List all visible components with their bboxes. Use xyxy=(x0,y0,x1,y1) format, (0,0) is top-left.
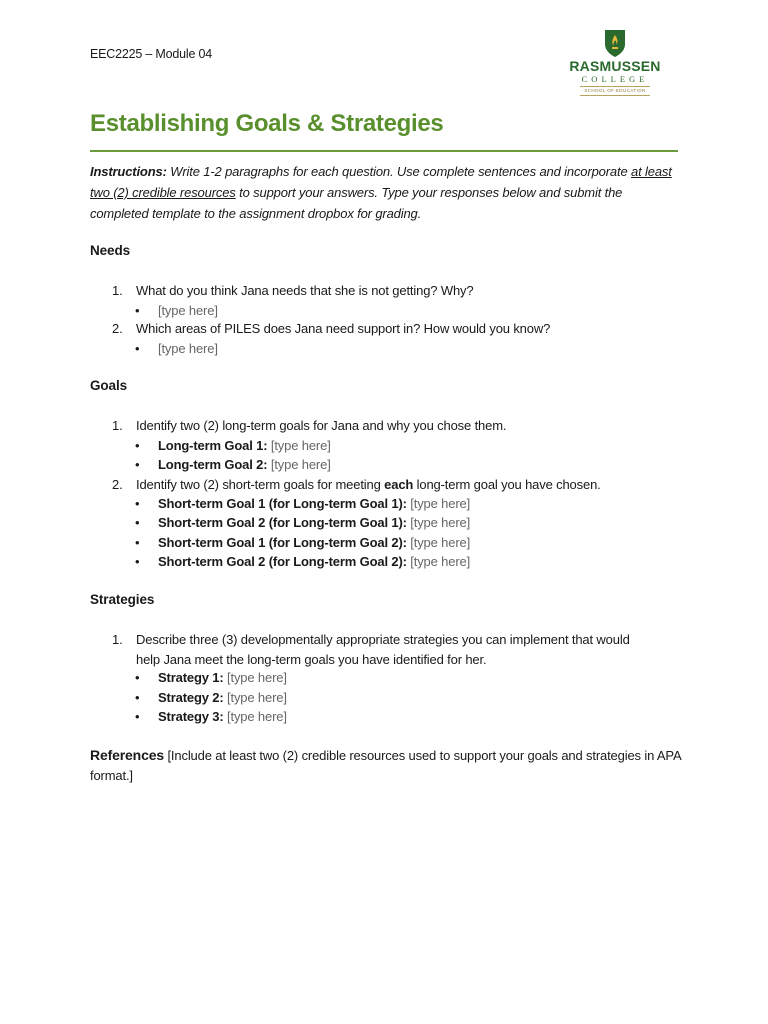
question-number: 1. xyxy=(112,632,123,647)
answer-placeholder[interactable]: [type here] xyxy=(227,690,287,705)
answer-bullet xyxy=(135,339,218,359)
bullet-icon: • xyxy=(135,670,140,685)
instructions-text: Write 1-2 paragraphs for each question. Use complete sentences and incorporate xyxy=(166,164,631,179)
answer-placeholder[interactable]: [type here] xyxy=(158,303,218,318)
section-heading-needs: Needs xyxy=(90,243,131,258)
answer-bullet xyxy=(135,707,287,727)
answer-placeholder[interactable]: [type here] xyxy=(410,535,471,550)
shield-flame-icon xyxy=(603,28,627,58)
answer-label: Strategy 1: xyxy=(158,670,224,685)
answer-bullet xyxy=(135,552,470,572)
instructions xyxy=(90,161,680,224)
answer-placeholder[interactable]: [type here] xyxy=(270,457,331,472)
instructions-lead: Instructions: xyxy=(90,164,167,179)
question-goals-1 xyxy=(112,416,672,436)
answer-label: Short-term Goal 1 (for Long-term Goal 2): xyxy=(158,535,407,550)
section-heading-strategies: Strategies xyxy=(90,592,155,607)
answer-placeholder[interactable]: [type here] xyxy=(227,670,287,685)
answer-bullet xyxy=(135,494,470,514)
question-text: Describe three (3) developmentally appropriate strategies you can implement that would help Jana meet the long-term goals you have identified for her. xyxy=(136,632,630,667)
question-text: What do you think Jana needs that she is not getting? Why? xyxy=(136,283,474,298)
question-needs-2 xyxy=(112,319,672,339)
answer-placeholder[interactable]: [type here] xyxy=(227,709,287,724)
answer-placeholder[interactable]: [type here] xyxy=(158,341,218,356)
references xyxy=(90,745,690,786)
answer-placeholder[interactable]: [type here] xyxy=(410,554,471,569)
bullet-icon: • xyxy=(135,438,140,453)
question-number: 1. xyxy=(112,283,123,298)
answer-label: Long-term Goal 1: xyxy=(158,438,268,453)
logo-school: SCHOOL OF EDUCATION xyxy=(584,88,646,93)
answer-label: Strategy 3: xyxy=(158,709,224,724)
question-number: 1. xyxy=(112,418,123,433)
bullet-icon: • xyxy=(135,709,140,724)
answer-placeholder[interactable]: [type here] xyxy=(410,515,471,530)
bullet-icon: • xyxy=(135,303,140,318)
answer-bullet xyxy=(135,455,331,475)
section-heading-goals: Goals xyxy=(90,378,128,393)
answer-bullet xyxy=(135,436,331,456)
question-text-emphasis: each xyxy=(384,477,414,492)
answer-label: Short-term Goal 2 (for Long-term Goal 2): xyxy=(158,554,407,569)
answer-bullet xyxy=(135,301,218,321)
answer-bullet xyxy=(135,668,287,688)
bullet-icon: • xyxy=(135,535,140,550)
page-title: Establishing Goals & Strategies xyxy=(90,110,444,137)
title-divider xyxy=(90,150,678,152)
bullet-icon: • xyxy=(135,341,140,356)
answer-bullet xyxy=(135,533,470,553)
question-goals-2 xyxy=(112,475,672,495)
references-text: [Include at least two (2) credible resources used to support your goals and strategies in APA format.] xyxy=(90,748,681,783)
question-text xyxy=(136,475,672,495)
bullet-icon: • xyxy=(135,496,140,511)
bullet-icon: • xyxy=(135,690,140,705)
instructions-text: to support your answers. Type your responses below and submit the completed template to the assignment dropbox for grading. xyxy=(90,185,623,221)
instructions-underlined: at least two (2) credible resources xyxy=(90,164,672,200)
answer-placeholder[interactable]: [type here] xyxy=(270,438,331,453)
question-number: 2. xyxy=(112,321,123,336)
references-heading: References xyxy=(90,747,164,763)
logo-divider xyxy=(580,95,650,96)
question-needs-1 xyxy=(112,281,672,301)
bullet-icon: • xyxy=(135,554,140,569)
logo-name-line2: COLLEGE xyxy=(581,74,649,84)
college-logo xyxy=(560,28,670,98)
bullet-icon: • xyxy=(135,515,140,530)
answer-label: Short-term Goal 2 (for Long-term Goal 1): xyxy=(158,515,407,530)
course-code: EEC2225 – Module 04 xyxy=(90,47,212,61)
logo-divider xyxy=(580,86,650,87)
answer-label: Strategy 2: xyxy=(158,690,224,705)
question-text-part: Identify two (2) short-term goals for meeting xyxy=(136,477,385,492)
answer-placeholder[interactable]: [type here] xyxy=(410,496,471,511)
question-text: Identify two (2) long-term goals for Jana and why you chose them. xyxy=(136,418,507,433)
question-text: Which areas of PILES does Jana need support in? How would you know? xyxy=(136,321,551,336)
answer-label: Short-term Goal 1 (for Long-term Goal 1): xyxy=(158,496,407,511)
answer-label: Long-term Goal 2: xyxy=(158,457,268,472)
answer-bullet xyxy=(135,688,287,708)
question-text-part: long-term goal you have chosen. xyxy=(413,477,601,492)
question-number: 2. xyxy=(112,477,123,492)
question-strategies-1 xyxy=(112,630,652,669)
answer-bullet xyxy=(135,513,470,533)
logo-name-line1: RASMUSSEN xyxy=(569,58,661,74)
bullet-icon: • xyxy=(135,457,140,472)
